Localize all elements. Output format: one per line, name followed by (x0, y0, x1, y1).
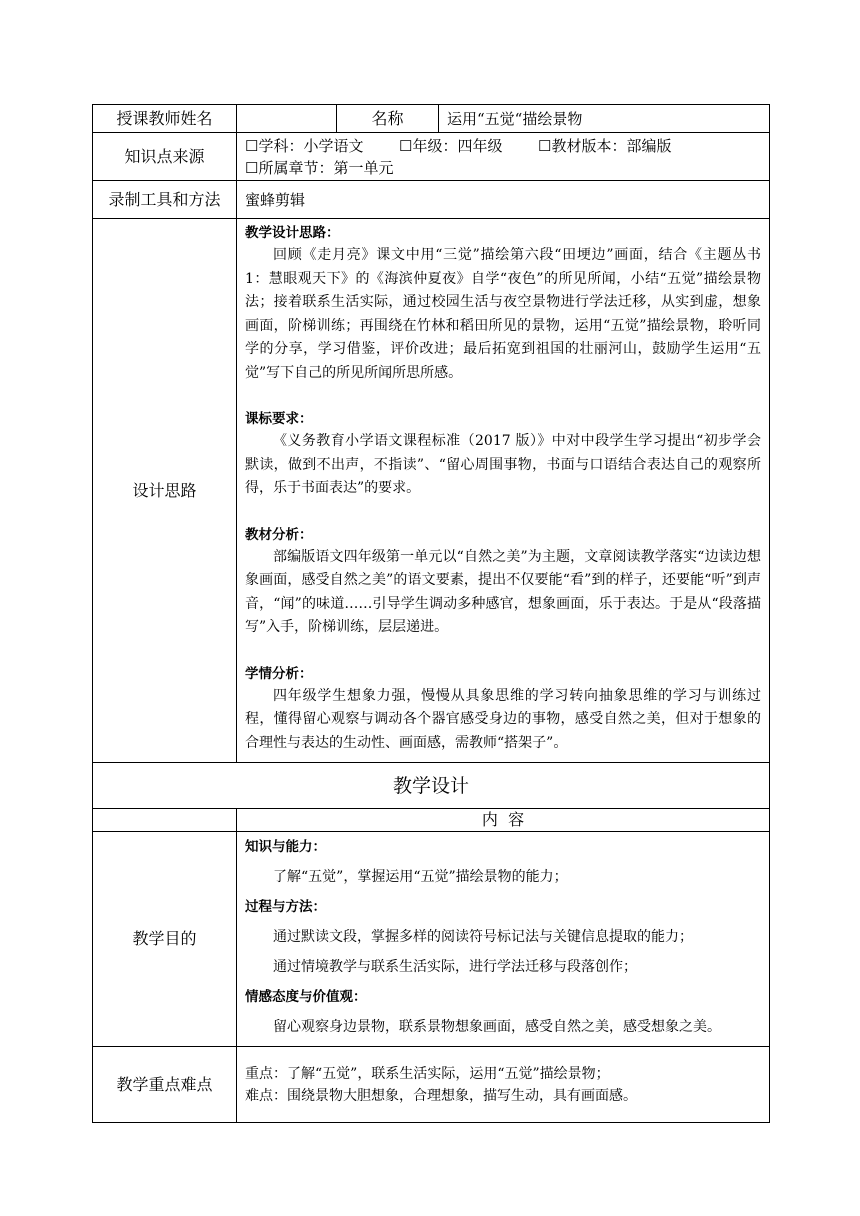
difficult-point-text: 难点：围绕景物大胆想象，合理想象，描写生动，具有画面感。 (245, 1087, 637, 1104)
process-text-2: 通过情境教学与联系生活实际，进行学法迁移与段落创作； (273, 959, 637, 975)
knowledge-heading: 知识与能力： (245, 839, 326, 855)
design-idea-text: 回顾《走月亮》课文中用“三觉”描绘第六段“田埂边”画面，结合《主题丛书 1：慧眼观天下》的《海滨仲夏夜》自学“夜色”的所见所闻，小结“五觉”描绘景物法；接着联系生活实际，通过校园生活与夜空景物进行学法迁移，从实到虚，想象画面，阶梯训练；再围绕在竹林和稻田所见的景物，运用“五觉”描绘景物，聆听同学的分享，学习借鉴，评价改进；最后拓宽到祖国的壮丽河山，鼓励学生运用“五觉”写下自己的所见所闻所思所感。 (245, 247, 761, 381)
student-text: 四年级学生想象力强，慢慢从具象思维的学习转向抽象思维的学习与训练过程，懂得留心观察与调动各个器官感受身边的事物，感受自然之美，但对于想象的合理性与表达的生动性、画面感，需教师“搭架子”。 (245, 687, 761, 751)
goals-label: 教学目的 (93, 832, 237, 1047)
textbook-text: 部编版语文四年级第一单元以“自然之美”为主题，文章阅读教学落实“边读边想象画面，感受自然之美”的语文要素，提出不仅要能“看”到的样子，还要能“听”到声音，“闻”的味道……引导学生调动多种感官，想象画面，乐于表达。于是从“段落描写”入手，阶梯训练，层层递进。 (245, 548, 761, 635)
knowledge-text: 了解“五觉”，掌握运用“五觉”描绘景物的能力； (273, 869, 568, 885)
section-title-row (93, 763, 770, 809)
edition-field: ☐教材版本：部编版 (538, 136, 672, 155)
section-title: 教学设计 (93, 763, 770, 809)
content-header-row (93, 809, 770, 832)
tool-label: 录制工具和方法 (93, 181, 237, 219)
lesson-plan-document (92, 104, 769, 1123)
subject-field: ☐学科：小学语文 (245, 136, 364, 155)
title-value: 运用“五觉“描绘景物 (439, 105, 770, 133)
content-header: 内 容 (237, 809, 770, 832)
design-content (237, 219, 770, 763)
teacher-row (93, 105, 770, 133)
key-points-label: 教学重点难点 (93, 1047, 237, 1123)
source-line-1 (245, 135, 761, 157)
design-idea-heading: 教学设计思路： (245, 225, 340, 241)
student-heading: 学情分析： (245, 665, 313, 682)
goals-row (93, 832, 770, 1047)
key-point-text: 重点：了解“五觉”，联系生活实际，运用“五觉”描绘景物； (245, 1065, 610, 1082)
source-value (237, 133, 770, 181)
process-heading: 过程与方法： (245, 899, 326, 915)
teacher-name-label: 授课教师姓名 (93, 105, 237, 133)
grade-field: ☐年级：四年级 (399, 136, 503, 155)
teacher-name-value (237, 105, 337, 133)
source-row (93, 133, 770, 181)
key-points-row (93, 1047, 770, 1123)
title-label: 名称 (337, 105, 439, 133)
textbook-heading: 教材分析： (245, 526, 313, 543)
content-header-blank (93, 809, 237, 832)
goals-content (237, 832, 770, 1047)
values-heading: 情感态度与价值观： (245, 989, 367, 1005)
key-points-content (237, 1047, 770, 1123)
tool-value: 蜜蜂剪辑 (237, 181, 770, 219)
standard-text: 《义务教育小学语文课程标准（2017 版）》中对中段学生学习提出“初步学会默读，做到不出声，不指读”、“留心周围事物，书面与口语结合表达自己的观察所得，乐于书面表达”的要求。 (245, 433, 761, 496)
process-text-1: 通过默读文段，掌握多样的阅读符号标记法与关键信息提取的能力； (273, 929, 693, 945)
values-text: 留心观察身边景物，联系景物想象画面，感受自然之美，感受想象之美。 (273, 1019, 721, 1035)
tool-row (93, 181, 770, 219)
design-label: 设计思路 (93, 219, 237, 763)
design-row (93, 219, 770, 763)
lesson-plan-table (92, 104, 770, 1123)
chapter-field: ☐所属章节：第一单元 (245, 158, 394, 177)
standard-heading: 课标要求： (245, 411, 313, 427)
source-label: 知识点来源 (93, 133, 237, 181)
